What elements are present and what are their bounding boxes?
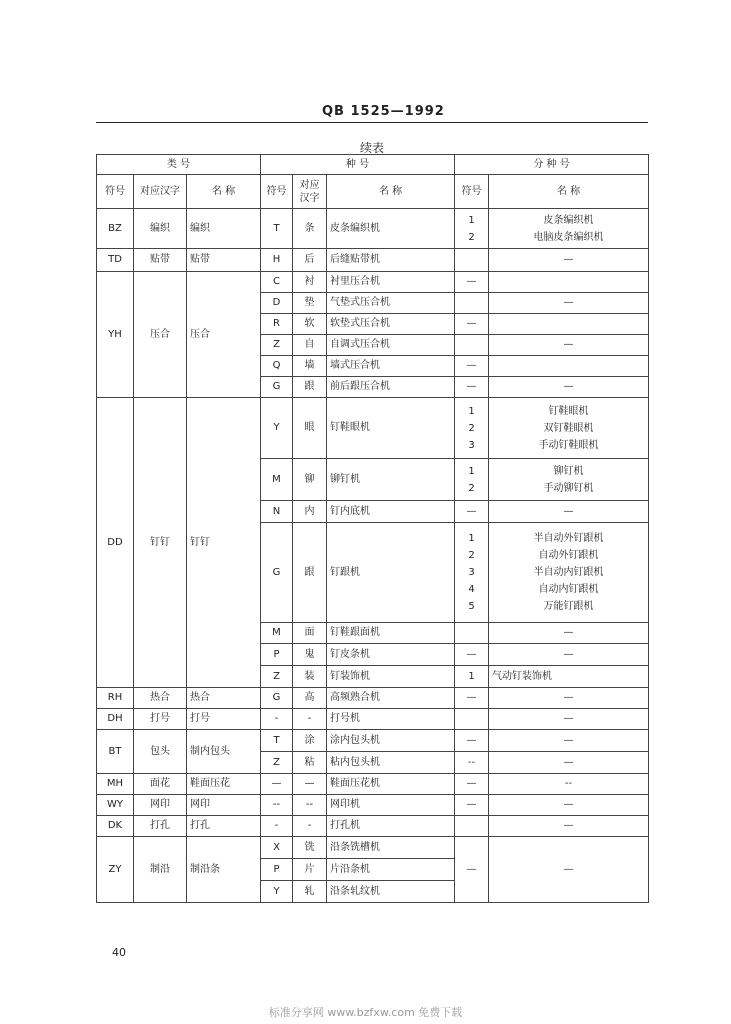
group-header-row <box>97 155 649 175</box>
type-name: 网印机 <box>327 795 455 816</box>
type-name: 钉鞋跟面机 <box>327 623 455 644</box>
type-symbol: N <box>261 501 293 523</box>
col-header: 符号 <box>261 175 293 209</box>
type-hanzi: 跟 <box>293 523 327 623</box>
cat-symbol: RH <box>97 688 134 709</box>
type-symbol: G <box>261 377 293 398</box>
standard-code: QB 1525—1992 <box>322 104 445 119</box>
type-name: 高频熟合机 <box>327 688 455 709</box>
sub-symbol <box>455 709 489 730</box>
type-symbol: M <box>261 623 293 644</box>
sub-name: — <box>489 688 649 709</box>
sub-name: 皮条编织机 <box>543 214 594 226</box>
continued-label: 续表 <box>360 141 385 155</box>
type-name: 钉鞋眼机 <box>327 398 455 459</box>
sub-symbol <box>455 335 489 356</box>
cat-hanzi: 制沿 <box>134 837 187 903</box>
sub-symbol: 2 <box>468 482 475 494</box>
table-row <box>97 688 649 709</box>
table-row <box>97 730 649 752</box>
type-symbol: M <box>261 459 293 501</box>
type-symbol: X <box>261 837 293 859</box>
type-symbol: Z <box>261 335 293 356</box>
header-rule <box>96 122 648 123</box>
type-symbol: H <box>261 249 293 272</box>
table-row <box>97 398 649 459</box>
page-number: 40 <box>112 946 126 959</box>
type-hanzi: 垫 <box>293 293 327 314</box>
cat-hanzi: 打孔 <box>134 816 187 837</box>
type-name: 软垫式压合机 <box>327 314 455 335</box>
type-symbol: - <box>261 709 293 730</box>
type-name: 气垫式压合机 <box>327 293 455 314</box>
sub-symbol: 3 <box>468 567 475 578</box>
sub-symbol: 2 <box>468 422 475 434</box>
type-symbol: -- <box>261 795 293 816</box>
type-symbol: P <box>261 859 293 881</box>
sub-symbol: — <box>455 272 489 293</box>
cat-symbol: BT <box>97 730 134 774</box>
table-row <box>97 209 649 249</box>
col-header: 对应汉字 <box>293 175 327 209</box>
sub-name: — <box>489 709 649 730</box>
sub-symbol: — <box>455 644 489 666</box>
type-name: 后缝贴带机 <box>327 249 455 272</box>
table-row <box>97 272 649 293</box>
sub-symbol: 3 <box>468 439 475 451</box>
cat-name: 压合 <box>187 272 261 398</box>
sub-symbol: — <box>455 501 489 523</box>
cat-name: 制内包头 <box>187 730 261 774</box>
type-symbol: P <box>261 644 293 666</box>
sub-name-list <box>489 209 649 249</box>
sub-symbol: 1 <box>468 405 475 417</box>
col-header: 名 称 <box>489 175 649 209</box>
sub-symbol-list <box>455 398 489 459</box>
sub-name: — <box>489 623 649 644</box>
sub-symbol: — <box>455 688 489 709</box>
type-symbol: Q <box>261 356 293 377</box>
cat-hanzi: 打号 <box>134 709 187 730</box>
sub-name: 自动外钉跟机 <box>538 550 599 561</box>
sub-symbol: 4 <box>468 584 475 595</box>
type-name: 钉装饰机 <box>327 666 455 688</box>
type-hanzi: 面 <box>293 623 327 644</box>
type-symbol: R <box>261 314 293 335</box>
sub-name: 半自动外钉跟机 <box>533 533 604 544</box>
type-hanzi: 跟 <box>293 377 327 398</box>
type-hanzi: 高 <box>293 688 327 709</box>
sub-name: 手动铆钉机 <box>543 482 594 494</box>
cat-hanzi: 贴带 <box>134 249 187 272</box>
sub-name: — <box>489 795 649 816</box>
type-hanzi: 墙 <box>293 356 327 377</box>
sub-name-list <box>489 459 649 501</box>
table-row <box>97 709 649 730</box>
type-symbol: Y <box>261 881 293 903</box>
type-symbol: G <box>261 688 293 709</box>
sub-name: 自动内钉跟机 <box>538 584 599 595</box>
cat-name: 打孔 <box>187 816 261 837</box>
sub-name: — <box>489 249 649 272</box>
type-symbol: - <box>261 816 293 837</box>
sub-symbol <box>455 816 489 837</box>
table-row <box>97 249 649 272</box>
sub-symbol: -- <box>455 752 489 774</box>
cat-symbol: DD <box>97 398 134 688</box>
sub-name: 半自动内钉跟机 <box>533 567 604 578</box>
sub-name: 铆钉机 <box>553 465 584 477</box>
type-hanzi: 自 <box>293 335 327 356</box>
sub-symbol: — <box>455 730 489 752</box>
col-header: 名 称 <box>327 175 455 209</box>
cat-symbol: ZY <box>97 837 134 903</box>
sub-symbol: — <box>455 314 489 335</box>
type-hanzi: 鬼 <box>293 644 327 666</box>
sub-name: — <box>489 816 649 837</box>
type-symbol: T <box>261 209 293 249</box>
type-name: 衬里压合机 <box>327 272 455 293</box>
sub-name: 钉鞋眼机 <box>548 405 589 417</box>
col-header: 符号 <box>455 175 489 209</box>
type-hanzi: 软 <box>293 314 327 335</box>
type-name: 墙式压合机 <box>327 356 455 377</box>
cat-name: 鞋面压花 <box>187 774 261 795</box>
sub-symbol: — <box>455 795 489 816</box>
type-name: 片沿条机 <box>327 859 455 881</box>
sub-symbol: 1 <box>468 533 475 544</box>
sub-name: — <box>489 730 649 752</box>
subtype-group-header: 分 种 号 <box>455 155 649 175</box>
sub-symbol: — <box>455 377 489 398</box>
cat-name: 打号 <box>187 709 261 730</box>
type-name: 涂内包头机 <box>327 730 455 752</box>
type-hanzi: 内 <box>293 501 327 523</box>
type-hanzi: - <box>293 709 327 730</box>
type-hanzi: -- <box>293 795 327 816</box>
cat-name: 编织 <box>187 209 261 249</box>
table-row <box>97 774 649 795</box>
type-hanzi: — <box>293 774 327 795</box>
sub-name: — <box>489 752 649 774</box>
type-symbol: — <box>261 774 293 795</box>
table-row <box>97 795 649 816</box>
cat-name: 贴带 <box>187 249 261 272</box>
type-hanzi: 涂 <box>293 730 327 752</box>
cat-name: 网印 <box>187 795 261 816</box>
sub-name: — <box>489 644 649 666</box>
sub-symbol <box>455 293 489 314</box>
cat-name: 热合 <box>187 688 261 709</box>
sub-symbol: 2 <box>468 550 475 561</box>
sub-name-list <box>489 398 649 459</box>
col-header: 对应汉字 <box>134 175 187 209</box>
type-symbol: T <box>261 730 293 752</box>
cat-symbol: MH <box>97 774 134 795</box>
sub-name: — <box>489 377 649 398</box>
sub-name: -- <box>489 774 649 795</box>
cat-name: 制沿条 <box>187 837 261 903</box>
sub-symbol-list <box>455 459 489 501</box>
cat-name: 钉钉 <box>187 398 261 688</box>
type-hanzi: 条 <box>293 209 327 249</box>
type-hanzi: 铆 <box>293 459 327 501</box>
type-hanzi: 轧 <box>293 881 327 903</box>
sub-symbol: 1 <box>455 666 489 688</box>
sub-name-list <box>489 523 649 623</box>
cat-symbol: YH <box>97 272 134 398</box>
sub-symbol: — <box>455 774 489 795</box>
watermark-text: 标准分享网 www.bzfxw.com 免费下载 <box>268 1006 463 1019</box>
cat-symbol: DK <box>97 816 134 837</box>
type-name: 铆钉机 <box>327 459 455 501</box>
col-header: 名 称 <box>187 175 261 209</box>
sub-name <box>489 356 649 377</box>
type-name: 前后跟压合机 <box>327 377 455 398</box>
type-group-header: 种 号 <box>261 155 455 175</box>
sub-symbol <box>455 249 489 272</box>
sub-symbol-list <box>455 523 489 623</box>
type-symbol: Z <box>261 666 293 688</box>
type-symbol: G <box>261 523 293 623</box>
cat-symbol: WY <box>97 795 134 816</box>
type-symbol: Z <box>261 752 293 774</box>
sub-symbol: 2 <box>468 231 475 243</box>
type-name: 自调式压合机 <box>327 335 455 356</box>
sub-symbol: 1 <box>468 214 475 226</box>
sub-name: — <box>489 335 649 356</box>
type-symbol: C <box>261 272 293 293</box>
sub-symbol <box>455 623 489 644</box>
sub-name <box>489 272 649 293</box>
table-row <box>97 837 649 859</box>
sub-name: — <box>489 837 649 903</box>
sub-symbol: 5 <box>468 601 475 612</box>
type-hanzi: 后 <box>293 249 327 272</box>
sub-name: 万能钉跟机 <box>543 601 594 612</box>
type-name: 鞋面压花机 <box>327 774 455 795</box>
type-hanzi: 眼 <box>293 398 327 459</box>
type-name: 钉跟机 <box>327 523 455 623</box>
category-group-header: 类 号 <box>97 155 261 175</box>
type-hanzi: 片 <box>293 859 327 881</box>
type-name: 钉内底机 <box>327 501 455 523</box>
sub-symbol: 1 <box>468 465 475 477</box>
sub-name: 手动钉鞋眼机 <box>538 439 599 451</box>
type-symbol: D <box>261 293 293 314</box>
table-row <box>97 816 649 837</box>
cat-hanzi: 压合 <box>134 272 187 398</box>
type-name: 钉皮条机 <box>327 644 455 666</box>
cat-hanzi: 网印 <box>134 795 187 816</box>
type-name: 沿条铣槽机 <box>327 837 455 859</box>
type-name: 打号机 <box>327 709 455 730</box>
sub-name: 电脑皮条编织机 <box>533 231 604 243</box>
type-name: 打孔机 <box>327 816 455 837</box>
sub-name: 双钉鞋眼机 <box>543 422 594 434</box>
sub-name: — <box>489 293 649 314</box>
cat-hanzi: 钉钉 <box>134 398 187 688</box>
sub-name: — <box>489 501 649 523</box>
sub-symbol: — <box>455 356 489 377</box>
type-symbol: Y <box>261 398 293 459</box>
sub-symbol-list <box>455 209 489 249</box>
sub-symbol: — <box>455 837 489 903</box>
cat-hanzi: 包头 <box>134 730 187 774</box>
type-name: 皮条编织机 <box>327 209 455 249</box>
type-name: 沿条轧纹机 <box>327 881 455 903</box>
cat-hanzi: 编织 <box>134 209 187 249</box>
type-name: 粘内包头机 <box>327 752 455 774</box>
cat-hanzi: 热合 <box>134 688 187 709</box>
column-header-row <box>97 175 649 209</box>
machine-code-table <box>96 154 649 903</box>
cat-symbol: DH <box>97 709 134 730</box>
type-hanzi: 装 <box>293 666 327 688</box>
sub-name: 气动钉装饰机 <box>489 666 649 688</box>
type-hanzi: - <box>293 816 327 837</box>
type-hanzi: 衬 <box>293 272 327 293</box>
cat-symbol: TD <box>97 249 134 272</box>
cat-hanzi: 面花 <box>134 774 187 795</box>
col-header: 符号 <box>97 175 134 209</box>
cat-symbol: BZ <box>97 209 134 249</box>
type-hanzi: 粘 <box>293 752 327 774</box>
sub-name <box>489 314 649 335</box>
type-hanzi: 铣 <box>293 837 327 859</box>
